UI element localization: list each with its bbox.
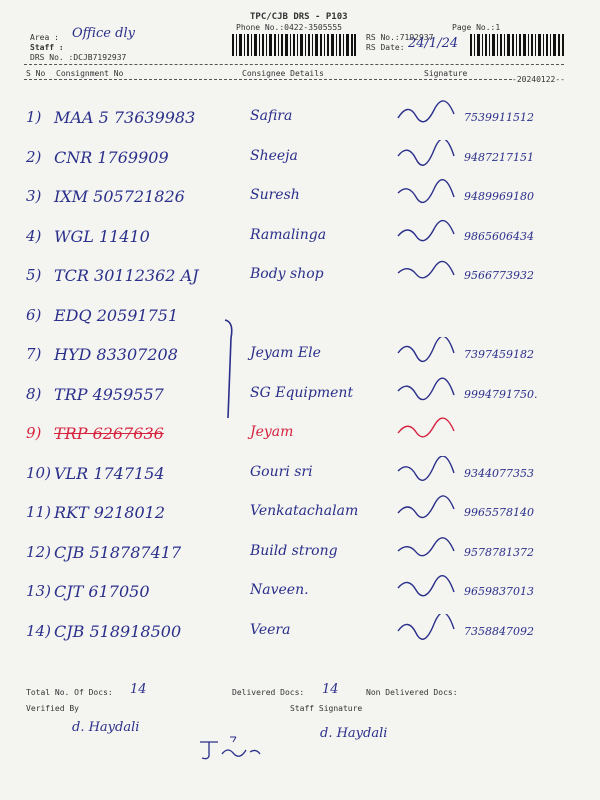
total-docs-value: 14: [130, 682, 147, 697]
bracket-mark: [222, 318, 238, 422]
consignee-name: Venkatachalam: [250, 503, 359, 519]
rs-number: RS No.:7192937: [366, 33, 434, 42]
signature-scribble: [396, 219, 456, 247]
total-docs-label: Total No. Of Docs:: [26, 688, 113, 697]
consignee-name: SG Equipment: [250, 384, 354, 401]
consignee-phone: 7539911512: [464, 111, 534, 124]
columns-divider: [24, 79, 512, 80]
column-consignee: Consignee Details: [242, 69, 324, 78]
consignment-number: WGL 11410: [54, 226, 150, 246]
consignment-number: IXM 505721826: [54, 187, 185, 206]
barcode-icon: [470, 34, 566, 56]
consignment-number: EDQ 20591751: [54, 305, 179, 325]
consignee-name: Body shop: [250, 266, 324, 282]
row-serial: 13): [26, 582, 51, 600]
row-serial: 7): [26, 345, 42, 363]
consignment-number: CJB 518787417: [54, 542, 182, 562]
phone-number: Phone No.:0422-3505555: [236, 23, 342, 32]
sheet-title: TPC/CJB DRS - P103: [250, 12, 348, 22]
verifier-name: d. Haydali: [72, 720, 140, 735]
consignee-phone: 9865606434: [464, 229, 534, 243]
consignee-name: Build strong: [250, 542, 338, 559]
row-serial: 9): [26, 424, 42, 442]
consignee-phone: 7397459182: [464, 348, 534, 361]
header-divider: [24, 64, 564, 65]
consignment-number: RKT 9218012: [54, 503, 166, 522]
rs-date-label: RS Date:: [366, 43, 405, 52]
consignee-phone: 9487217151: [464, 150, 534, 164]
consignee-name: Jeyam: [250, 424, 294, 440]
row-serial: 1): [26, 108, 42, 126]
signature-scribble: [396, 574, 456, 602]
consignee-phone: 9659837013: [464, 585, 534, 598]
row-serial: 2): [26, 147, 42, 166]
signature-scribble: [396, 456, 456, 484]
consignment-number: HYD 83307208: [54, 345, 178, 364]
consignee-name: Gouri sri: [250, 463, 313, 480]
non-delivered-docs-label: Non Delivered Docs:: [366, 688, 458, 697]
consignment-number: TRP 6267636: [54, 424, 164, 443]
consignee-phone: 7358847092: [464, 624, 534, 638]
column-signature: Signature: [424, 69, 468, 78]
consignment-number: VLR 1747154: [54, 463, 165, 483]
consignment-number: CJB 518918500: [54, 621, 182, 641]
consignee-phone: 9994791750.: [464, 387, 538, 401]
row-serial: 12): [26, 542, 51, 561]
consignment-number: CJT 617050: [54, 582, 150, 601]
consignee-name: Ramalinga: [250, 226, 327, 243]
consignee-name: Safira: [250, 108, 293, 124]
row-serial: 6): [26, 305, 42, 324]
signature-scribble: [396, 140, 456, 168]
consignee-name: Jeyam Ele: [250, 345, 321, 361]
staff-signature-label: Staff Signature: [290, 704, 363, 713]
column-sno: S No: [26, 69, 46, 78]
barcode-icon: [232, 34, 356, 56]
signature-scribble: [396, 337, 456, 365]
consignee-phone: 9344077353: [464, 466, 534, 480]
area-label: Area :: [30, 33, 59, 42]
signature-scribble: [396, 535, 456, 563]
signature-scribble: [396, 614, 456, 642]
column-consignment: Consignment No: [56, 69, 124, 78]
drs-number: DRS No. :DCJB7192937: [30, 53, 127, 62]
consignee-phone: 9489969180: [464, 190, 534, 203]
consignee-name: Veera: [250, 621, 291, 638]
row-serial: 8): [26, 384, 42, 403]
consignment-number: MAA 5 73639983: [54, 108, 196, 127]
signature-scribble: [396, 377, 456, 405]
delivered-docs-label: Delivered Docs:: [232, 688, 305, 697]
area-value: Office dly: [72, 26, 135, 41]
row-serial: 10): [26, 463, 51, 482]
row-serial: 3): [26, 187, 42, 205]
consignment-number: TCR 30112362 AJ: [54, 266, 199, 285]
page-number: Page No.:1: [452, 23, 501, 32]
rs-date-value: 24/1/24: [408, 36, 459, 51]
signature-scribble: [396, 495, 456, 523]
signature-scribble: [396, 100, 456, 128]
consignee-name: Naveen.: [250, 582, 309, 598]
consignee-phone: 9965578140: [464, 506, 534, 519]
signature-scribble: [396, 416, 456, 444]
delivered-docs-value: 14: [322, 682, 339, 697]
signature-scribble: [396, 258, 456, 286]
row-serial: 4): [26, 226, 42, 245]
staff-initial-signature: [196, 734, 266, 764]
row-serial: 11): [26, 503, 51, 521]
row-serial: 14): [26, 621, 51, 640]
date-code: -20240122--: [512, 75, 565, 84]
consignee-phone: 9578781372: [464, 545, 534, 559]
staff-name: d. Haydali: [320, 726, 388, 741]
consignee-name: Suresh: [250, 187, 300, 203]
consignee-phone: 9566773932: [464, 269, 534, 282]
signature-scribble: [396, 179, 456, 207]
row-serial: 5): [26, 266, 42, 284]
staff-label: Staff :: [30, 43, 64, 52]
consignment-number: CNR 1769909: [54, 147, 169, 167]
verified-by-label: Verified By: [26, 704, 79, 713]
consignee-name: Sheeja: [250, 147, 298, 164]
consignment-number: TRP 4959557: [54, 384, 164, 404]
